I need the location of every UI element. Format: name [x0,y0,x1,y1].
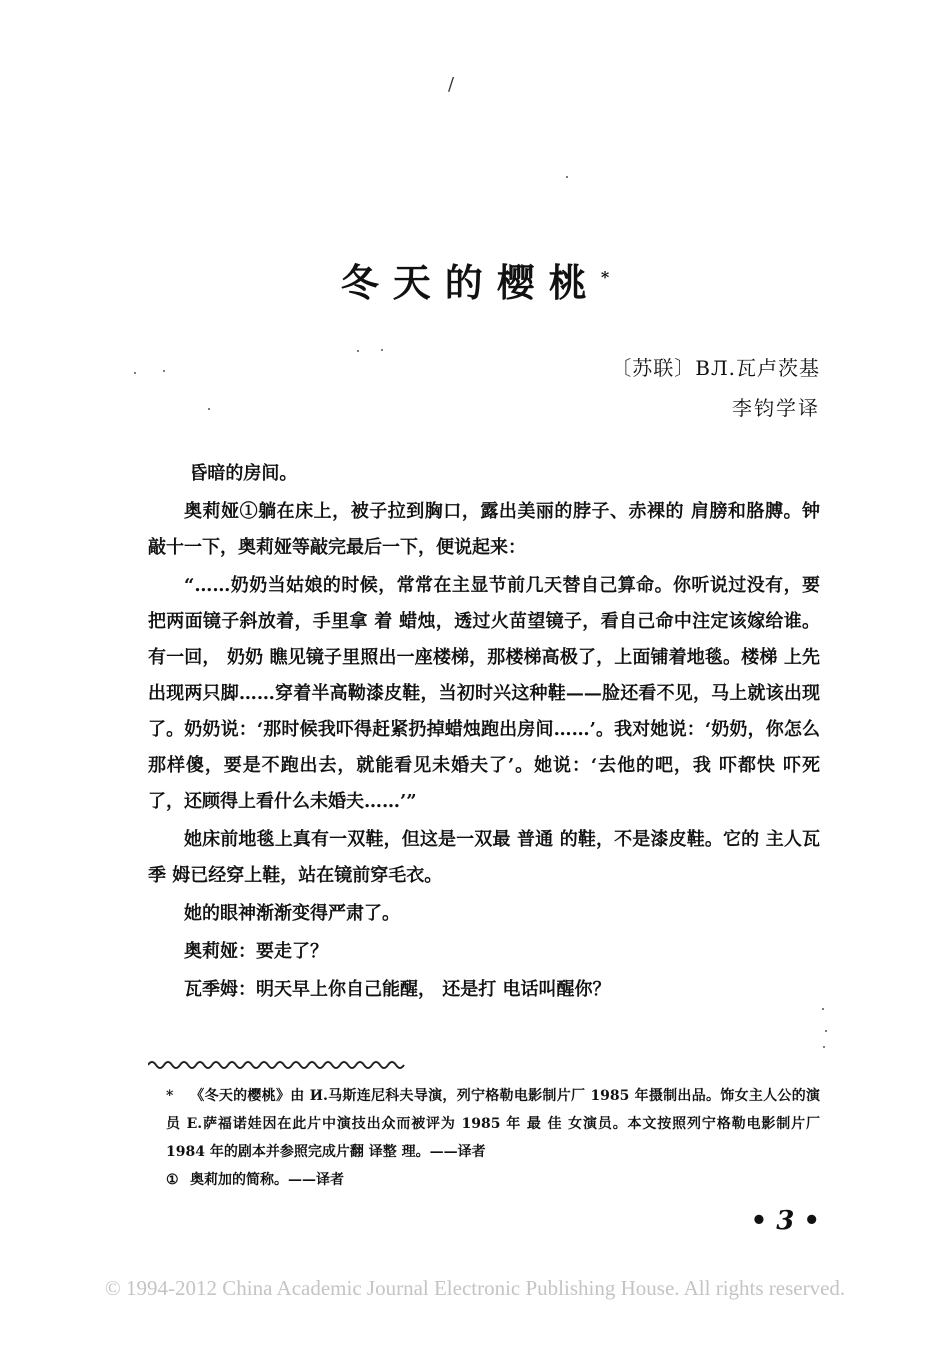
paragraph: 昏暗的房间。 [189,463,298,484]
scan-speck [134,372,136,374]
scan-speck [381,349,383,351]
footnotes [166,1082,820,1194]
author-line: 〔苏联〕ВЛ.瓦卢茨基 [611,356,820,380]
scan-speck [208,408,210,410]
scan-speck [357,350,359,352]
footnote [166,1166,820,1194]
footnote-separator [148,1058,408,1072]
page-number: • 3 • [750,1206,820,1236]
paragraph: 她床前地毯上真有一双鞋，但这是一双最 普通 的鞋，不是漆皮鞋。它的 主人瓦季 姆已经穿上鞋，站在镜前穿毛衣。 [148,829,820,886]
article-body [148,456,820,1010]
article-title-text: 冬天的樱桃 [340,260,601,305]
paragraph: 瓦季姆：明天早上你自己能醒， 还是打 电话叫醒你？ [184,979,611,1000]
scan-speck [825,1030,827,1032]
scan-speck [566,176,568,178]
copyright-watermark: © 1994-2012 China Academic Journal Electronic Publishing House. All rights reserved. [104,1276,846,1300]
scan-speck [822,1008,824,1010]
footnote-text: 《冬天的樱桃》由 И.马斯连尼科夫导演，列宁格勒电影制片厂 1985 年摄制出品。饰女主人公的演员 Е.萨福诺娃因在此片中演技出众而被评为 1985 年 最 佳 女演员。本文按照列宁格勒电影制片厂 1984 年的剧本并参照完成片翻 译整 理。——译者 [166,1088,820,1160]
translator-line: 李钧学译 [732,396,820,420]
scan-speck [823,1046,825,1048]
paragraph: 奥莉娅：要走了？ [184,941,328,962]
footnote-mark: * [166,1088,174,1104]
paragraph: “……奶奶当姑娘的时候，常常在主显节前几天替自己算命。你听说过没有，要把两面镜子斜放着，手里拿 着 蜡烛，透过火苗望镜子，看自己命中注定该嫁给谁。有一回， 奶奶 瞧见镜子里照出一座楼梯，那楼梯高极了，上面铺着地毯。楼梯 上先出现两只脚……穿着半高靿漆皮鞋，当初时兴这种鞋——脸还看不见，马上就该出现了。奶奶说：‘那时候我吓得赶紧扔掉蜡烛跑出房间……’。我对她说：‘奶奶，你怎么那样傻，要是不跑出去，就能看见未婚夫了’。她说：‘去他的吧，我 吓都快 吓死了，还顾得上看什么未婚夫……’” [148,575,820,812]
stray-mark: / [448,74,455,95]
paragraph: 奥莉娅①躺在床上，被子拉到胸口，露出美丽的脖子、赤裸的 肩膀和胳膊。钟敲十一下，奥莉娅等敲完最后一下，便说起来： [148,501,820,558]
paragraph: 她的眼神渐渐变得严肃了。 [184,903,400,924]
footnote-mark: ① [166,1172,179,1188]
footnote-text: 奥莉加的简称。——译者 [190,1172,344,1188]
article-title [0,252,950,307]
footnote [166,1082,820,1166]
scan-speck [163,370,165,372]
title-footnote-mark: * [600,267,610,287]
